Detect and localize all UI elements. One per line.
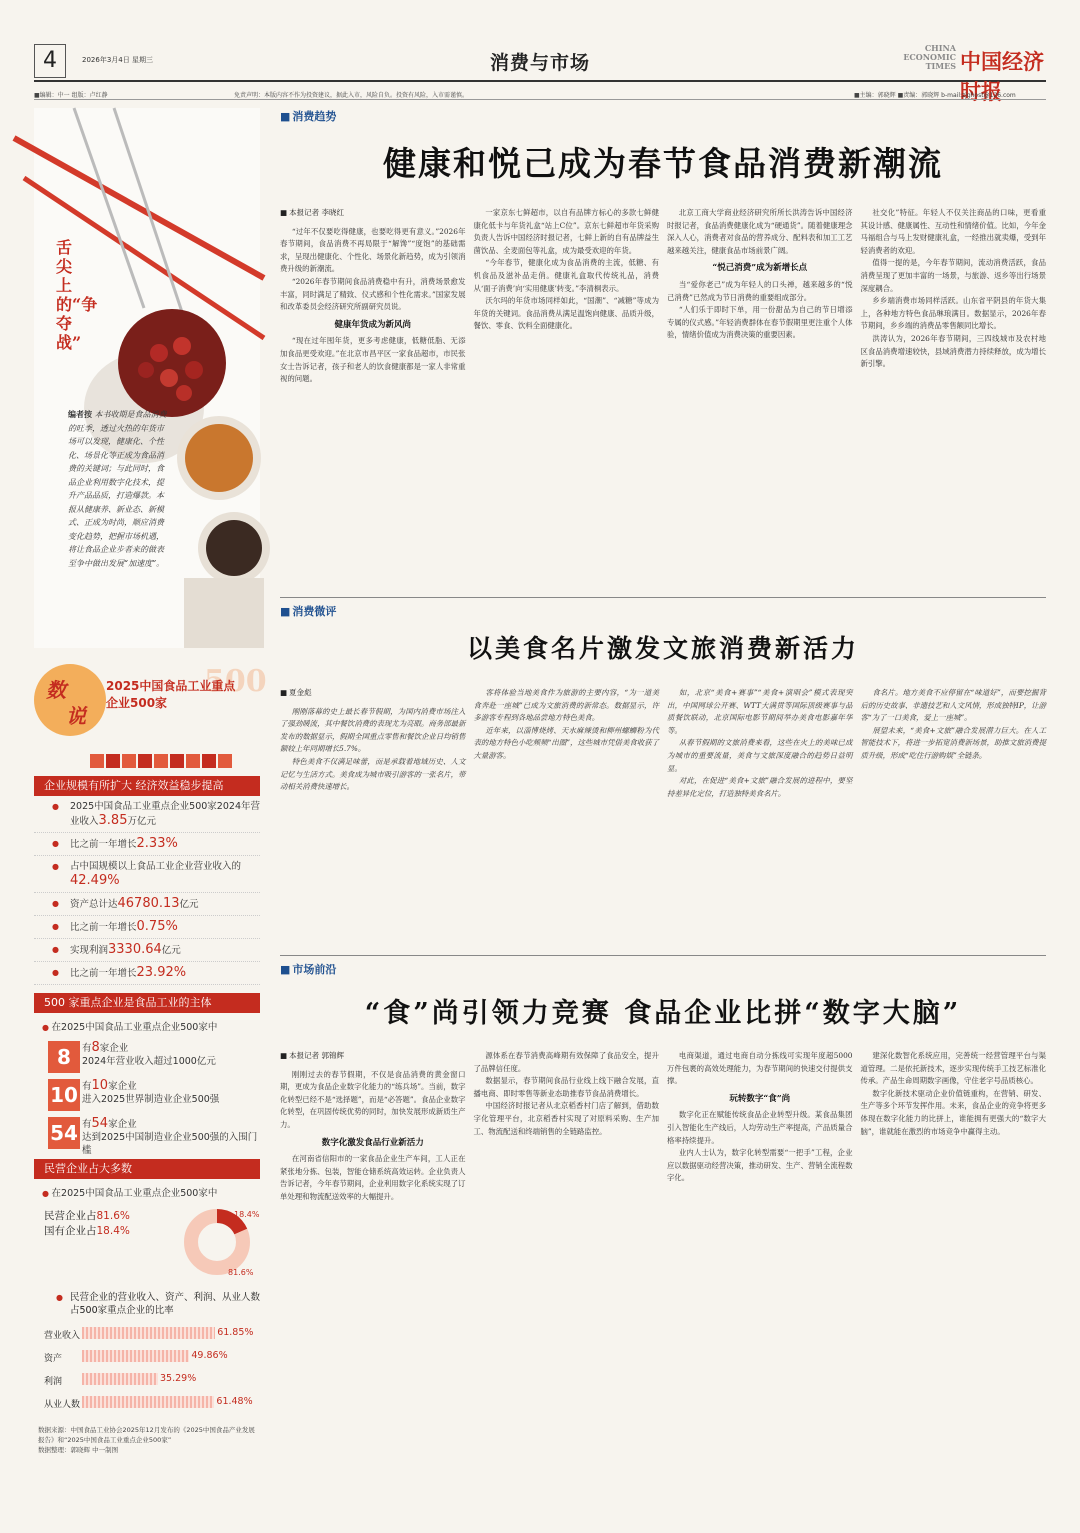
big-item-text: 家企业 [99,1043,129,1054]
subheading: 玩转数字“食”尚 [729,1093,791,1104]
brand-english: CHINA ECONOMIC TIMES [903,43,956,71]
paragraph: 如，北京“美食+赛事”“美食+演唱会”模式表现突出，中国网球公开赛、WTT大满贯等国际顶级赛事与品质餐饮联动，北京国际电影节期间举办美食电影嘉年华等。 [667,688,853,735]
stat-unit: 万亿元 [127,816,156,827]
badge-watermark: 500 [204,664,267,699]
divider [280,955,1046,956]
paragraph: 特色美食不仅满足味蕾，而是承载着地域历史、人文记忆与生活方式。美食成为城市吸引游客的一张名片，带动相关消费快速增长。 [280,756,466,792]
infographic-header [34,664,267,754]
bar-label: 营业收入 [44,1331,81,1341]
paragraph: “2026年春节期间食品消费稳中有升，消费场景愈发丰富，同时满足了精致、仪式感和个性化需求。”国家发展和改革委员会经济研究所副研究员说。 [280,276,466,312]
stat-label: 占中国规模以上食品工业企业营业收入的 [70,861,242,872]
stat-value: 2.33% [136,836,178,851]
stat-item [34,897,260,916]
stat-value: 3330.64 [108,942,162,957]
headline-comment: 以美食名片激发文旅消费新活力 [466,634,859,663]
big-item-prefix: 有 [82,1043,92,1054]
paragraph: 展望未来，“美食+文旅”融合发展潜力巨大。在人工智能技术下，将进一步拓宽消费新场景，助推文旅消费提质升级，形成“吃住行游购娱”全链条。 [860,725,1046,760]
page-date: 2026年3月4日 星期三 [82,56,153,64]
bar-value: 49.86% [191,1350,228,1361]
tag-trend: ■ 消费趋势 [280,108,1046,124]
headline-trend: 健康和悦己成为春节食品消费新潮流 [383,144,943,183]
paragraph: 刚刚落幕的史上最长春节假期，为国内消费市场注入了强劲暖流，其中餐饮消费的表现尤为亮眼。商务部最新发布的数据显示，假期全国重点零售和餐饮企业日均销售额较上年同期增长5.7%。 [280,706,466,754]
headline-frontier: “食”尚引领力竞赛 食品企业比拼“数字大脑” [364,998,962,1029]
paragraph: 食名片。地方美食不应停留在“味道好”，而要挖掘背后的历史故事、非遗技艺和人文风情，形成独特IP，让游客“为了一口美食，爱上一座城”。 [860,688,1046,723]
big-item-text: 家企业 [108,1081,137,1092]
bar-row [34,1346,260,1369]
donut-label: 81.6% [228,1268,254,1277]
stat-label: 2025中国食品工业重点企业500家2024年营业收入 [70,801,260,827]
share-label: 民营企业占 [44,1210,97,1222]
bar-label: 利润 [44,1377,63,1387]
big-item-prefix: 有 [82,1081,92,1092]
banner-scale: 企业规模有所扩大 经济效益稳步提高 [34,776,260,796]
editor-contact: ■主编：郭晓辉 ■责编：郭晓辉 b-mail:zjghost@126.com [854,92,1016,99]
stat-item [34,837,260,856]
paragraph: 源体系在春节消费高峰期有效保障了食品安全，提升了品牌信任度。 [473,1051,659,1073]
paragraph: 社交化”特征。年轻人不仅关注商品的口味，更看重其设计感、健康属性、互动性和情绪价值。比如，今年金马福组合与马上发财健康礼盒，一经推出就卖爆，受到年轻消费者的欢迎。 [860,208,1046,255]
paragraph: 建深化数智化系统应用，完善统一经营管理平台与渠道管理。二是依托新技术，逐步实现传统手工技艺标准化传承。产品生命周期数字画像，守住老字号品质核心。 [860,1051,1046,1086]
big-item-desc: 达到2025中国制造业企业500强的入围门槛 [82,1132,258,1156]
big-number: 54 [48,1117,80,1149]
paragraph: 数字化正在赋能传统食品企业转型升级。某食品集团引入智能化生产线后，人均劳动生产率提高，产品质量合格率持续提升。 [667,1110,853,1145]
bar [82,1350,189,1362]
source-text: 数据来源：中国食品工业协会2025年12月发布的《2025中国食品产业发展报告》和“2025中国食品工业重点企业500家” [38,1426,255,1444]
article-frontier-col3 [667,1050,853,1480]
stat-value: 3.85 [98,813,128,828]
byline-frontier: ■ 本报记者 郭锦辉 [280,1050,466,1063]
stat-unit: 亿元 [179,899,199,910]
bar-chart [34,1323,260,1415]
big-item-prefix: 有 [82,1119,92,1130]
bar [82,1327,215,1339]
stat-label: 比之前一年增长 [70,839,137,850]
bar-value: 35.29% [160,1373,197,1384]
editor-note-label: 编者按 [68,409,92,419]
paragraph: 近年来，以淄博烧烤、天水麻辣烫和柳州螺蛳粉为代表的地方特色小吃频频“出圈”，这些城市凭借美食收获了大量游客。 [473,725,659,760]
tag-comment: ■ 消费微评 [280,603,1046,619]
subheading: 数字化激发食品行业新活力 [321,1137,424,1148]
stat-value: 0.75% [136,919,178,934]
article-frontier-col1 [280,1050,466,1480]
editor-note [68,408,168,570]
byline-trend: ■ 本报记者 李晓红 [280,207,466,220]
paragraph: 北京工商大学商业经济研究所所长洪涛告诉中国经济时报记者，食品消费健康化成为“硬通货”。随着健康理念深入人心，消费者对食品的营养成分、配料表和加工工艺越来越关注，健康食品市场前景广阔。 [667,208,853,255]
article-frontier [280,961,1046,1480]
divider [280,597,1046,598]
sidebar [34,108,267,1528]
share-value: 81.6% [96,1210,130,1222]
paragraph: 在河南省信阳市的一家食品企业生产车间，工人正在紧张地分拣、包装，智能仓储系统高效运转。企业负责人告诉记者，今年春节期间，企业利用数字化系统实现了订单处理和物流配送效率的大幅提升。 [280,1154,466,1201]
editor-note-text: 本书收期是食品消费的旺季，透过火热的年货市场可以发现，健康化、个性化、场景化等正成为食品消费的关键词；与此同时，食品企业利用数字化技术，提升产品品质，打造爆款。本报从健康养、新业态、新模式、正成为时尚，顺应消费变化趋势，把握市场机遇，将让食品企业步者来的做表至争中做出发展“加速度”。 [68,410,167,568]
stats-list [34,800,260,985]
credit-text: 数据整理：郭晓辉 中一制图 [38,1446,119,1454]
bar [82,1373,158,1385]
article-trend [280,108,1046,591]
article-trend-col1 [280,207,466,591]
big-item-text: 家企业 [108,1119,137,1130]
bars-title: ● 民营企业的营业收入、资产、利润、从业人数占500家重点企业的比率 [34,1291,260,1317]
info-bar [34,88,1046,100]
article-comment-col2 [474,687,660,949]
subheading-share: ● 在2025中国食品工业重点企业500家中 [34,1179,260,1203]
article-comment-body [280,687,1046,949]
hero-title: 舌尖上的“争夺战” [56,238,98,352]
stat-label: 比之前一年增长 [70,968,137,979]
stat-label: 实现利润 [70,945,109,956]
paragraph: “人们乐于即时下单，用一份甜品为自己的节日增添专属的仪式感。”年轻消费群体在春节假期里更注重个人体验，情绪价值成为消费决策的重要因素。 [667,305,853,340]
big-number: 10 [48,1079,80,1111]
article-frontier-col4 [861,1050,1047,1480]
subheading-500: ● 在2025中国食品工业重点企业500家中 [34,1013,260,1037]
article-frontier-col2 [474,1050,660,1480]
article-comment-col4 [861,687,1047,949]
section-name: 消费与市场 [490,52,591,74]
paragraph: “过年不仅要吃得健康，也要吃得更有意义。”2026年春节期间，食品消费不再局限于“解馋”“度饱”的基础需求，呈现出健康化、个性化、场景化新趋势，成为引领消费升级的新潮流。 [280,226,466,274]
stat-value: 46780.13 [117,896,180,911]
paragraph: “现在过年囤年货，更多考虑健康，低糖低脂、无添加食品更受欢迎。”在北京市昌平区一家食品超市，市民张女士告诉记者，孩子和老人的饮食健康都是一家人非常重视的问题。 [280,336,466,384]
paragraph: 一家京东七鲜超市，以自有品牌方标心的多款七鲜健康化低卡与年货礼盒“站上C位”。京东七鲜超市年货采购负责人告诉中国经济时报记者，七鲜上新的自有品牌益生菌饮品、全麦面包等礼盒，成为最受欢迎的年货。 [473,208,659,255]
subheading: “悦己消费”成为新增长点 [712,263,808,274]
paragraph: 中国经济时报记者从北京稻香村门店了解到，借助数字化管理平台，北京稻香村实现了对原料采购、生产加工、物流配送和终端销售的全链路监控。 [473,1101,659,1136]
share-label: 国有企业占 [44,1225,97,1237]
paragraph: 电商渠道，通过电商自动分拣线可实现年度超5000万件包裹的高效处理能力，为春节期间的快速交付提供支撑。 [667,1051,853,1086]
bar-value: 61.48% [216,1396,253,1407]
stat-value: 42.49% [70,873,120,888]
big-number-item [34,1041,260,1075]
tag-frontier: ■ 市场前沿 [280,961,1046,977]
bar-row [34,1369,260,1392]
disclaimer: 免责声明：本版内容不作为投资建议，据此入市，风险自负。投资有风险，入市需谨慎。 [234,92,469,99]
article-trend-col3 [667,207,853,591]
big-number-item [34,1079,260,1113]
article-trend-body [280,207,1046,591]
paragraph: 从春节假期的文旅消费来看，这些在火上的美味已成为城市的重要流量，美食与文旅深度融合的趋势日益明显。 [667,738,853,773]
big-number-item [34,1116,260,1156]
cube-decoration [90,754,260,768]
paragraph: 业内人士认为，数字化转型需要“一把手”工程，企业应以数据驱动经营决策，推动研发、生产、营销全流程数字化。 [667,1148,853,1183]
banner-private: 民营企业占大多数 [34,1159,260,1179]
ownership-donut [178,1203,260,1281]
brand-logo: 中国经济时报 [960,49,1044,104]
paragraph: 客将体验当地美食作为旅游的主要内容，“为一道美食奔赴一座城”已成为文旅消费的新常态。数据显示，许多游客专程到各地品尝地方特色美食。 [473,688,659,723]
stat-item [34,943,260,962]
big-item-count: 10 [91,1078,109,1093]
bar-value: 61.85% [217,1327,254,1338]
article-comment-col1 [280,687,466,949]
big-item-desc: 2024年营业收入超过1000亿元 [82,1056,216,1067]
badge-char-shu: 数 [46,678,66,702]
infographic-title: 2025中国食品工业重点企业500家 [106,679,236,710]
page-number: 4 [34,44,66,78]
paragraph: 数字化新技术驱动企业价值链重构，在营销、研发、生产等多个环节发挥作用。未来，食品企业的竞争将更多体现在数字化能力的比拼上，谁能拥有更强大的“数字大脑”，谁就能在激烈的市场竞争中赢得主动。 [860,1088,1046,1136]
stat-item [34,966,260,985]
big-number: 8 [48,1041,80,1073]
hero-photo [34,108,260,648]
infographic [34,664,267,1455]
big-item-desc: 进入2025世界制造业企业500强 [82,1094,220,1105]
share-block [34,1203,260,1283]
big-number-list [34,1040,260,1156]
bar-label: 资产 [44,1354,63,1364]
stat-label: 资产总计达 [70,899,118,910]
badge-char-shuo: 说 [66,704,86,728]
paragraph: 沃尔玛的年货市场同样如此，“国潮”、“减糖”等成为年货的关键词。食品消费从满足温饱向健康、品质升级，餐饮、零食、饮料全面健康化。 [473,296,659,331]
donut-label: 18.4% [234,1210,260,1219]
paragraph: 乡乡端消费市场同样活跃。山东省平阴县的年货大集上，各种地方特色食品琳琅满目。数据显示，2026年春节期间，乡乡端的消费品零售额同比增长。 [860,296,1046,331]
stat-unit: 亿元 [161,945,181,956]
stat-label: 比之前一年增长 [70,922,137,933]
stat-item [34,920,260,939]
bar-row [34,1323,260,1346]
bar-label: 从业人数 [44,1400,81,1410]
article-comment-col3 [667,687,853,949]
banner-main-body: 500 家重点企业是食品工业的主体 [34,993,260,1013]
byline-comment: ■ 夏金彪 [280,687,466,700]
subheading: 健康年货成为新风尚 [334,319,411,330]
data-source [34,1425,260,1455]
article-frontier-body [280,1050,1046,1480]
stat-item [34,800,260,833]
paragraph: 刚刚过去的春节假期，不仅是食品消费的黄金窗口期，更成为食品企业数字化能力的“练兵场”。当前，数字化转型已经不是“选择题”，而是“必答题”。食品企业数字化转型，在巩固传统优势的同时，加快发展形成新质生产力。 [280,1069,466,1129]
paragraph: 值得一提的是，今年春节期间，流动消费活跃，食品消费呈现了更加丰富的一场景，与旅游、返乡等出行场景深度耦合。 [860,258,1046,293]
big-item-count: 8 [91,1040,100,1055]
paragraph: “今年春节，健康化成为食品消费的主流，低糖、有机食品及滋补品走俏。健康礼盒取代传统礼品，消费从‘面子消费’向‘实用健康’转变。”李清桐表示。 [473,258,659,293]
stat-item [34,860,260,893]
paragraph: 洪涛认为，2026年春节期间，三四线城市及农村地区食品消费增速较快，县域消费潜力持续释放，成为增长新引擎。 [860,333,1046,369]
article-trend-col2 [474,207,660,591]
main-content [280,108,1046,1480]
paragraph: 对此，在促进“美食+文旅”融合发展的进程中，要坚持差异化定位，打造独特美食名片。 [667,776,853,798]
bar-row [34,1392,260,1415]
paragraph: 当“爱你老己”成为年轻人的口头禅，越来越多的“悦己消费”已然成为节日消费的重要组成部分。 [667,279,853,302]
big-item-count: 54 [91,1116,109,1131]
article-trend-col4 [861,207,1047,591]
share-value: 18.4% [96,1225,130,1237]
stat-value: 23.92% [136,965,187,980]
article-comment [280,603,1046,949]
bar [82,1396,214,1408]
paragraph: 数据显示，春节期间食品行业线上线下融合发展，直播电商、即时零售等新业态助推春节食品消费增长。 [473,1076,659,1098]
editor-credits: ■编辑：中一 组版：卢红静 [34,92,108,99]
